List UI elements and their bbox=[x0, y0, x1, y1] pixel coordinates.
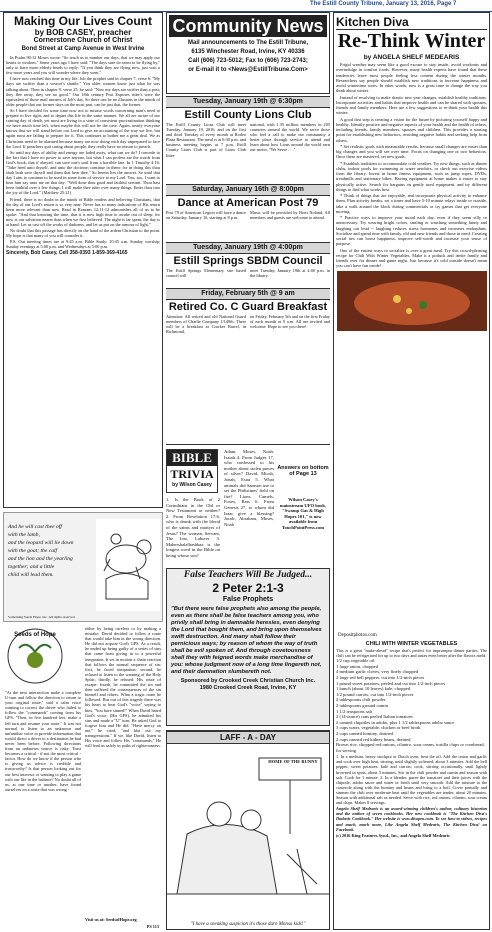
poem-line: together; and a little bbox=[8, 564, 55, 570]
column-right bbox=[333, 12, 490, 930]
kitchen-body bbox=[336, 62, 487, 594]
church-body bbox=[6, 55, 160, 249]
ingredient: Brown rice, chopped red onions, cilantro, sour cream, tortilla chips or cornbread, for serving bbox=[336, 742, 485, 753]
sbdm-text: The Estill Springs Elementary site based council will bbox=[166, 268, 246, 279]
ingredient: 2 (14-ounce) cans peeled Italian tomatoes bbox=[336, 714, 413, 720]
poem-line: And he will cast thee off bbox=[8, 524, 62, 530]
chili-photo bbox=[337, 271, 487, 331]
ingredient-list bbox=[336, 658, 487, 753]
kitchen-kicker: Kitchen Diva bbox=[336, 15, 487, 30]
church-paragraph: So I have decided for some time now not to misuse words concerning man's need to prepare to live right, and to depart this life in the same manner. We all are aware of our coming day of death, yet most are living in a state of consistent procrastination thinking we have much time left, when maybe this will not be the case. Again, nearly everyone knows that we will stand before our Lord to give an accounting of the way we live, but again most are failing to prepare for it. This continues to bother me a great deal. We as Christians need to be alarmed because many are now doing each day unprepared to face the Lord. If preachers quit caring about people, they really have no reason to preach. bbox=[6, 107, 160, 149]
kitchen-byline: by ANGELA SHELF MEDEARIS bbox=[363, 54, 460, 61]
ingredient: 4 medium garlic cloves, very finely chopped bbox=[336, 669, 419, 675]
news-info-line: 6135 Winchester Road, Irvine, KY 40336 bbox=[191, 49, 305, 55]
seeds-col2: either by being careless or by making a mistake. David decided to follow a route that would take him in the wrong direction. He did not acquire God's GPS. As a result, he ended up being guilty of a series of sins that came from giving in to a powerful temptation. It set in motion a chain reaction that follows the normal sequence of sin: first, he faced temptation; second, he refused to listen to the warning of the Holy Spirit; thirdly, he refused. His route of escape: fourth, he committed the sin and then suffered the consequences of the sin himself and others. What a tragic route he followed. But out of this tragedy there was his heart to hear God's "voice" saying to him, "You have sinned!" When David heard God's voice, (His GPS), he admitted his sins and made a "U" turn. He asked God to forgive him and He did. "Have mercy on me," he cried, "and blot out my transgressions." If we, like David, listen to His voice and follow His "commands," He will lead us safely in paths of righteousness. bbox=[85, 626, 161, 749]
ingredient: 2 large red bell peppers, cut into 1/2-inch pieces bbox=[336, 674, 425, 680]
church-name: Cornerstone Church of Christ bbox=[33, 37, 133, 44]
column-middle bbox=[166, 12, 330, 930]
lions-text: national, with 1.35 million members in 205 countries around the world. We serve those who feel a call to make our community a better place through service to attend and learn about how Lions around the world earn our motto, "We Serve . . ." bbox=[250, 122, 330, 153]
comic-caption: "I have a sneaking suspicion it's those darn Monsa kids!" bbox=[190, 922, 306, 927]
recipe-intro: This is a great "make-ahead" recipe that's perfect for impromptu dinner parties. The chili can be refrigerated for up to two days and tastes even better after the flavors meld. bbox=[336, 648, 487, 659]
news-info-line: or E-mail it to <News@EstillTribune.Com> bbox=[188, 67, 308, 73]
seeds-article bbox=[3, 626, 163, 930]
lions-title: Estill County Lions Club bbox=[184, 109, 312, 121]
guard-body bbox=[166, 314, 330, 354]
community-news-box bbox=[166, 12, 330, 94]
kitchen-paragraph: * Establish traditions to accommodate cold weather. Try new things, such as dinner clubs, indoor pools for swimming or water aerobics, or check out exercise videos from the library. Invest in home fitness equipment, such as jump ropes, DVDs, treadmills and stationary bikes. Having equipment at home makes it easier to stay physically active. Search for bargains on gently used equipment, and try different things to find what works best. bbox=[336, 160, 487, 192]
dance-date: Saturday, January 16th @ 8:00pm bbox=[166, 184, 330, 196]
trivia-questions-cont: Adam, Moses, Noah, Isaiah 4. From Judges 17, who confessed to his mother about stolen pieces of silver? David, Micah, Jonah, Esau 5. What animals did Samson use to set the Philistines' field on fire? Lions, Camels, Foxes, Rats 6. From Genesis 27, to whom did Isaac give a blessing? Jacob, Abraham, Moses, Noah bbox=[224, 449, 274, 527]
ingredient: 1/2 cup vegetable oil bbox=[336, 658, 375, 664]
church-article bbox=[3, 12, 163, 508]
church-title: Making Our Lives Count bbox=[13, 14, 152, 28]
page-header-text: The Estill County Tribune, January 13, 2016, Page 7 bbox=[310, 1, 457, 7]
church-paragraph: I have now reached this time in my life. Job the prophet said in chapter 7, verse 6: "My days are swifter than a weaver's shuttle." You older women know just what he was talking about. Then in chapter 9, verse 25, he said: "Now my days are swifter than a post; they flee away, they see no good." Our 18th century Post Exposes rider's were the equivalent of those mail runners of Job's day. So there can be no illusions in the minds of older people that our former days on the most part, can be just that, the former. bbox=[6, 76, 160, 107]
comic-title: LAFF - A - DAY bbox=[167, 731, 329, 744]
kitchen-paragraph: One of the easiest ways to socialize is over a great meal. Try this crowd-pleasing recipe for Chili With Winter Vegetables. Make it a potluck and invite family and friends over for dinner and game night. Just because it's cold outside doesn't mean you can't have fun inside! bbox=[336, 247, 487, 269]
ingredient: 2 cups canned red kidney beans, drained bbox=[336, 736, 411, 742]
church-paragraph: So until my days of ability and energy are faded away, what can we do? I concede to the fact that I have no power to save anyone, but what I can profess are the words from God's book, that if obeyed, can save one's soul from a horrible fate. In 1 Timothy 4:16: "Take heed unto thyself, and unto the doctrine; continue in them: for in doing this thou shalt both save thyself and them that hear thee." So herein lies the answer. So until that day I aim to continue to be used in some form of service to my Lord. You, too, I want to hear him say unto me on that day: "Well done thou good and faithful servant. Thou hast been faithful over a few things, I will make thee ruler over many things. Enter thou into the joy of the Lord." (Matthew 25:21) bbox=[6, 149, 160, 196]
poem-panel bbox=[3, 512, 163, 622]
ingredient: 2 tablespoons chili powder bbox=[336, 697, 386, 703]
church-signoff: Sincerely, Bob Casey, Cell 358-0393 1-859-369-4165 bbox=[6, 250, 128, 257]
dance-title: Dance at American Post 79 bbox=[177, 197, 319, 209]
seeds-code: PS 113 bbox=[146, 924, 159, 929]
seeds-logo-text: Seeds of Hope bbox=[14, 632, 56, 638]
poem-text bbox=[8, 523, 98, 579]
lions-date: Tuesday, January 19th @ 6:30pm bbox=[166, 96, 330, 108]
trivia-logo-line1: BIBLE bbox=[167, 450, 217, 466]
poem-caption: Something Seeds Hope, Inc. All rights reserved. bbox=[8, 615, 76, 619]
comic-panel bbox=[166, 730, 330, 930]
author-bio: Angela Shelf Medearis is an award-winning children's author, culinary historian and the author of seven cookbooks. Her new cookbook is "The Kitchen Diva's Diabetic Cookbook." Her website is www.divapro.com. To see how-to videos, recipes and much, much more, Like Angela Shelf Medearis, The Kitchen Diva! on Facebook. bbox=[336, 806, 487, 832]
recipe bbox=[336, 641, 487, 838]
kitchen-paragraph: * Practice ways to improve your mood each day, even if they seem silly or unnecessary. Try wearing bright colors, smiling or watching something funny and laughing out loud -- laughing reduces stress hormones and increases endorphins. Socialize and spend time with family, old and new friends and those in need. Creating social ties can boost happiness, improve self-worth and increase your sense of purpose. bbox=[336, 215, 487, 247]
verse-address: 1980 Crooked Creek Road, Irvine, KY bbox=[199, 685, 297, 691]
ingredient: 1/2 pound carrots, cut into 1/2-inch pieces bbox=[336, 691, 414, 697]
ingredient: 2 cups canned hominy, drained bbox=[336, 730, 393, 736]
dance-text: Music will be provided by Brett Noland. All members and guests are welcome to attend. bbox=[250, 210, 330, 221]
photo-credit: Depositphotos.com bbox=[338, 633, 377, 638]
scripture-box bbox=[166, 568, 330, 726]
sbdm-text: meet Tuesday, January 19th at 4:00 p.m. in the library. bbox=[250, 268, 330, 279]
chili-bowl-icon bbox=[337, 271, 487, 331]
ingredient: 1 bunch (about 10 leaves) kale, chopped bbox=[336, 686, 411, 692]
sbdm-date: Tuesday, January 19th @ 4:00pm bbox=[166, 242, 330, 254]
church-paragraph: Friend, there is no doubt in the minds of Bible readers and believing Christians, that the day of our Lord's return is so very near. Never has so many indications of His return been more relevant than now. Read in Romans 12:11-12 admonishes all of us to be spoke: "And that knowing the time, that it is now high time to awake out of sleep: for now is our salvation nearer than when we first believed. The night is far spent, the day is at hand: Let us cast off the works of darkness, and let us put on the armour of light." bbox=[6, 196, 160, 227]
ingredient: 1 1/2 teaspoons salt bbox=[336, 708, 373, 714]
kitchen-paragraph: Frigid weather may seem like a good excuse to stay inside, avoid workouts and overindulge in comfort foods. However, many health experts have found that these tendencies leave most people feeling less content during the winter months. Researchers say people should establish new traditions to increase happiness and avoid wintertime woes. In other words, now is a great time to change the way you think about winter. bbox=[336, 62, 487, 94]
dance-text: Post 79 of American Legion will have a dance on Saturday, January 16, starting at 8 p.m. bbox=[166, 210, 246, 221]
poem-line: and the leopard will lie down bbox=[8, 540, 74, 546]
seeds-col1: "At the next intersection make a complete U-turn and follow the direction to return to your original route," said a calm voice wanting to correct the driver who failed to follow the "commands" coming from his GPS. "Then, in five hundred feet, make a left turn and resume your route." It was not normal to listen to an unknown and unfamiliar voice to provide information that would direct a driver to a destination he had never been before. Following directions from an unknown source is risky. Trust becomes a critical - if not the most critical - factor. How do we know if the person who is giving us advice is credible and trustworthy? Is that person looking out for our best interests or wanting to play a game with our life in the balance? No doubt all of us, at one time or another, have found ourselves on a route that was wrong - bbox=[5, 690, 81, 792]
animals-illustration-icon bbox=[96, 519, 160, 611]
poem-line: child will lead them. bbox=[8, 572, 54, 578]
lions-text: The Estill County Lions Club will meet Tuesday, January 19, 2016, and on the first and third Tuesday of every month at Rodeo Plaza Restaurant. The meal is at 6:30 p.m. and business meeting begins at 7 p.m. Estill County Lions Club is part of Lions Club Inter- bbox=[166, 122, 246, 158]
kitchen-paragraph: Instead of resolving to make drastic new year changes, establish healthy traditions. Incorporate activities and habits that improve health and can be shared with spouses, friends and family members. Here are a few suggestions to re-think your health this winter: bbox=[336, 94, 487, 116]
trivia-promo: Wilson Casey's mainstream UFO book, "Swamp Gas & High Hopes 101," is now available from TouchPointPress.com bbox=[279, 497, 327, 530]
recipe-steps: 1. In a medium, heavy stockpot or Dutch oven, heat the oil. Add the onion and garlic and cook over high heat, stirring, until slightly softened, about 3 minutes. Add the bell pepper, sweet potatoes, kale and carrots; cook, stirring occasionally, until lightly browned in spots, about 5 minutes. Stir in the chili powder and cumin and season with salt. Cook for 1 minute. 2. In a blender, puree the tomatoes and their juices with the chipotle, adobo sauce and water or broth until very smooth. Add the mixture to the casserole along with the hominy and beans and bring to a boil. Cover partially and simmer the chili over moderate heat until the vegetables are tender, about 20 minutes. Season with additional salt as needed. Serve with rice, red onions, cilantro, sour cream and chips. Makes 8 servings. bbox=[336, 754, 487, 806]
church-byline: by BOB CASEY, preacher bbox=[34, 28, 132, 37]
trivia-questions: 1. Is the Book of 2 Corinthians in the Old or New Testament or neither? 2. From Revelation 17:6, who is drunk with the blood of the saints and martyrs of Jesus? The woman, Servant, The lost, Laborer 3. Mahershalalhashbaz is the longest word in the Bible on being whose son? bbox=[166, 497, 220, 558]
kitchen-paragraph: * Think of things that are enjoyable, and incorporate physical activity to enhance them. Plan activity breaks, set a timer and have 5-10 minute relays inside or outside, take a walk around the block during commercials or try games that get everyone moving. bbox=[336, 193, 487, 214]
sbdm-title: Estill Springs SBDM Council bbox=[173, 255, 323, 267]
news-info-line: Mail announcements to The Estill Tribune, bbox=[187, 40, 308, 46]
verse-sponsor: Sponsored by Crooked Creek Christian Church Inc. bbox=[180, 678, 316, 684]
comic-illustration-icon bbox=[167, 744, 329, 912]
recipe-title: CHILI WITH WINTER VEGETABLES bbox=[365, 641, 458, 647]
ingredient: 2 tablespoons ground cumin bbox=[336, 702, 388, 708]
ingredient: 3 cups water, vegetable, chicken or beef broth bbox=[336, 725, 421, 731]
news-info-line: Call (606) 723-5012; Fax to (606) 723-2743; bbox=[188, 58, 308, 64]
comic-sign: HOME OF THE RUNNY bbox=[268, 759, 318, 764]
trivia-logo bbox=[166, 449, 218, 493]
bible-trivia bbox=[166, 444, 330, 566]
guard-date: Friday, February 5th @ 9 am bbox=[166, 288, 330, 300]
community-news-title: Community News bbox=[169, 15, 327, 37]
poem-line: with the goat; the calf bbox=[8, 548, 58, 554]
church-paragraph: In Psalm 90:12 Moses wrote: "So teach us to number our days, that we may apply our hearts to wisdom." Some years ago I have said: "The days sure do seem to be flying by," only to have more elderly heads to reply: "If you think they are flying now, just wait a few more years and you will wonder where they went." bbox=[6, 55, 160, 76]
ingredient: 1 large onion, chopped bbox=[336, 663, 379, 669]
poem-line: with the lamb, bbox=[8, 532, 40, 538]
trivia-logo-line2: TRIVIA bbox=[170, 467, 214, 481]
lions-body bbox=[166, 122, 330, 182]
trivia-answers: Answers on bottom of Page 13 bbox=[277, 465, 329, 477]
page-header bbox=[0, 0, 492, 12]
seeds-visit: Visit us at: SeedsofHope.org bbox=[85, 917, 137, 922]
ingredient: 2 canned chipotles in adobo, plus 1 1/2 tablespoons adobo sauce bbox=[336, 719, 455, 725]
kitchen-title: Re-Think Winter bbox=[337, 30, 486, 52]
kitchen-paragraph: A good first step is creating a vision for the future by picturing yourself happy and healthy. Identify positive and negative aspects of your health and the health of others, including friends, family members, spouses and children. This provides a starting point for establishing new behaviors, avoiding negative habits and seeking help from others. bbox=[336, 116, 487, 143]
verse-body: "But there were false prophets also among the people, even as there shall be false teachers among you, who privily shall bring in damnable heresies, even denying the Lord that bought them, and bring upon themselves swift destruction. And many shall follow their pernicious ways; by reason of whom the way of truth shall be evil spoken of. And through covetousness shall they with feigned words make merchandise of you: whose judgment now of a long time lingereth not, and their damnation slumbereth not. bbox=[171, 606, 322, 675]
copyright: (c) 2016 King Features Synd., Inc., and Angela Shelf Medearis bbox=[336, 832, 450, 838]
sbdm-body bbox=[166, 268, 330, 286]
verse-heading: False Teachers Will Be Judged... bbox=[183, 570, 313, 580]
ingredient: 1 pound sweet potatoes, peeled and cut into 1/2-inch pieces bbox=[336, 680, 446, 686]
trivia-byline: by Wilson Casey bbox=[172, 482, 212, 488]
guard-text: Attention: All retired and old National Guard members of Charlie Company 1/149th. There will be a breakfast at Cracker Barrel, in Richmond, bbox=[166, 314, 246, 335]
church-paragraph: No doubt that this passage has directly on the hand of the ardent Christian to the point. My hope is that many of you will consider it. bbox=[6, 228, 160, 239]
verse-sub: False Prophets bbox=[222, 596, 274, 603]
guard-text: on Friday, February 5th and on the first Friday of each month at 9 a.m. All are invited and welcome. Hope to see you there! bbox=[250, 314, 330, 330]
kitchen-paragraph: * Set realistic goals with measurable results, because small changes are easier than big changes and you will see over time. Focus on changing one or two behaviors. Once these are mastered, set new goals. bbox=[336, 143, 487, 160]
poem-line: and the lion and the yearling bbox=[8, 556, 73, 562]
church-address: Bond Street at Camp Avenue in West Irvine bbox=[21, 46, 145, 52]
church-paragraph: P.S. Our meeting times are at 9:45 a.m. Bible Study; 10:45 a.m. Sunday worship; Sunday evenings at 5:00 p.m. and Wednesdays at 5:00 p.m. bbox=[6, 239, 160, 250]
verse-ref: 2 Peter 2:1-3 bbox=[212, 581, 284, 595]
dance-body bbox=[166, 210, 330, 240]
column-left bbox=[3, 12, 163, 930]
guard-title: Retired Co. C Guard Breakfast bbox=[168, 301, 328, 313]
